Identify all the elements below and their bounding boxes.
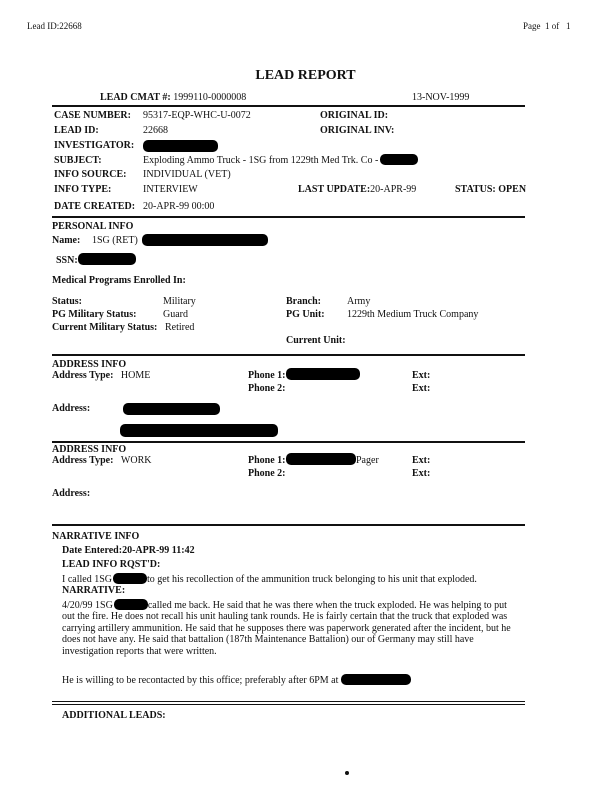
address-type-label: Address Type: — [52, 455, 114, 466]
of-label: of — [551, 21, 560, 31]
original-id-label: ORIGINAL ID: — [320, 110, 389, 121]
personal-info-heading: PERSONAL INFO — [52, 221, 134, 232]
redaction-mark — [78, 253, 136, 265]
current-unit-label: Current Unit: — [286, 335, 346, 346]
page-indicator — [523, 21, 571, 31]
page-title: LEAD REPORT — [255, 68, 356, 83]
info-type-value: INTERVIEW — [143, 184, 198, 195]
cmat-date: 13-NOV-1999 — [412, 92, 470, 103]
pg-military-status-value: Guard — [163, 309, 188, 320]
current-military-status-label: Current Military Status: — [52, 322, 158, 333]
name-label: Name: — [52, 235, 81, 246]
status-mil-label: Status: — [52, 296, 83, 307]
status-value: OPEN — [498, 184, 527, 195]
info-source-value: INDIVIDUAL (VET) — [143, 169, 231, 180]
narrative-paragraph: out the fire. He does not recall his unit hauling tank rounds. He is fairly certain that the truck that exploded was carrying artillery ammunition. He said that he supposes there was paperwork generated after the incident, but he does not have any. He said that battalion (187th Maintenance Battalion) our of Germany may still have investigation reports that were written. — [62, 611, 511, 657]
ext2-label: Ext: — [412, 468, 431, 479]
phone1-label: Phone 1: — [248, 370, 286, 381]
branch-value: Army — [347, 296, 371, 307]
lead-id-label: LEAD ID: — [54, 125, 99, 136]
cmat-label: LEAD CMAT #: — [100, 92, 171, 103]
redaction-mark — [123, 403, 220, 415]
rqstd-text-a: I called 1SG — [62, 574, 112, 585]
page-number: 1 — [545, 21, 550, 31]
divider — [52, 701, 525, 702]
last-update-label: LAST UPDATE: — [298, 184, 371, 195]
cmat-value: 1999110-0000008 — [173, 92, 247, 103]
date-entered: Date Entered:20-APR-99 11:42 — [62, 545, 195, 556]
additional-leads-heading: ADDITIONAL LEADS: — [62, 710, 166, 721]
redaction-mark — [142, 234, 268, 246]
divider — [52, 105, 525, 107]
redaction-mark — [286, 453, 356, 465]
address-type-line — [52, 370, 150, 381]
address-info-heading: ADDRESS INFO — [52, 444, 127, 455]
narrative-p1-a: 4/20/99 1SG — [62, 600, 113, 611]
cmat-line — [100, 92, 246, 103]
pg-military-status-label: PG Military Status: — [52, 309, 137, 320]
current-military-status-value: Retired — [165, 322, 195, 333]
ssn-label: SSN: — [56, 255, 78, 266]
info-source-label: INFO SOURCE: — [54, 169, 127, 180]
pg-unit-label: PG Unit: — [286, 309, 325, 320]
case-number-label: CASE NUMBER: — [54, 110, 131, 121]
redaction-mark — [113, 573, 147, 584]
pager-note: Pager — [356, 455, 379, 466]
scan-speck — [345, 771, 349, 775]
branch-label: Branch: — [286, 296, 321, 307]
redaction-mark — [286, 368, 360, 380]
subject-label: SUBJECT: — [54, 155, 102, 166]
address-type-value: WORK — [120, 455, 152, 466]
lead-info-rqstd-label: LEAD INFO RQST'D: — [62, 559, 161, 570]
address-info-heading: ADDRESS INFO — [52, 359, 127, 370]
narrative-heading: NARRATIVE INFO — [52, 531, 140, 542]
divider — [52, 704, 525, 705]
address-type-line — [52, 455, 151, 466]
phone1-label: Phone 1: — [248, 455, 286, 466]
redaction-mark — [120, 424, 278, 437]
ext2-label: Ext: — [412, 383, 431, 394]
redaction-mark — [341, 674, 411, 685]
info-type-label: INFO TYPE: — [54, 184, 112, 195]
pg-unit-value: 1229th Medium Truck Company — [347, 309, 479, 320]
case-number-value: 95317-EQP-WHC-U-0072 — [143, 110, 251, 121]
narrative-label: NARRATIVE: — [62, 585, 126, 596]
investigator-label: INVESTIGATOR: — [54, 140, 135, 151]
narrative-p2: He is willing to be recontacted by this office; preferably after 6PM at — [62, 675, 339, 686]
rqstd-text-b: to get his recollection of the ammunition truck belonging to his unit that exploded. — [147, 574, 477, 585]
address-label: Address: — [52, 403, 91, 414]
date-created-label: DATE CREATED: — [54, 201, 136, 212]
divider — [52, 441, 525, 443]
phone2-label: Phone 2: — [248, 383, 286, 394]
last-update — [298, 184, 416, 195]
address-type-value: HOME — [120, 370, 151, 381]
narrative-contact-line — [62, 674, 411, 686]
phone2-label: Phone 2: — [248, 468, 286, 479]
divider — [52, 216, 525, 218]
divider — [52, 354, 525, 356]
address-type-label: Address Type: — [52, 370, 114, 381]
status-line — [455, 184, 526, 195]
divider — [52, 524, 525, 526]
rqstd-text — [62, 573, 477, 585]
lead-id-value: 22668 — [143, 125, 168, 136]
redaction-mark — [114, 599, 148, 610]
redaction-mark — [143, 140, 218, 152]
subject-value: Exploding Ammo Truck - 1SG from 1229th Med Trk. Co - — [143, 155, 379, 166]
date-created-value: 20-APR-99 00:00 — [143, 201, 215, 212]
narrative-p1-b: called me back. He said that he was there when the truck exploded. He was helping to put — [147, 600, 507, 611]
ext1-label: Ext: — [412, 455, 431, 466]
original-inv-label: ORIGINAL INV: — [320, 125, 395, 136]
ext1-label: Ext: — [412, 370, 431, 381]
page-total: 1 — [566, 21, 571, 31]
status-mil-value: Military — [163, 296, 196, 307]
medical-programs-label: Medical Programs Enrolled In: — [52, 275, 186, 286]
last-update-value: 20-APR-99 — [370, 184, 417, 195]
status-label: STATUS: — [455, 184, 496, 195]
narrative-first-line — [62, 599, 507, 611]
name-value: 1SG (RET) — [92, 235, 138, 246]
page-label: Page — [523, 21, 541, 31]
redaction-mark — [380, 154, 418, 165]
lead-id-header: Lead ID:22668 — [27, 21, 82, 31]
address-label: Address: — [52, 488, 91, 499]
